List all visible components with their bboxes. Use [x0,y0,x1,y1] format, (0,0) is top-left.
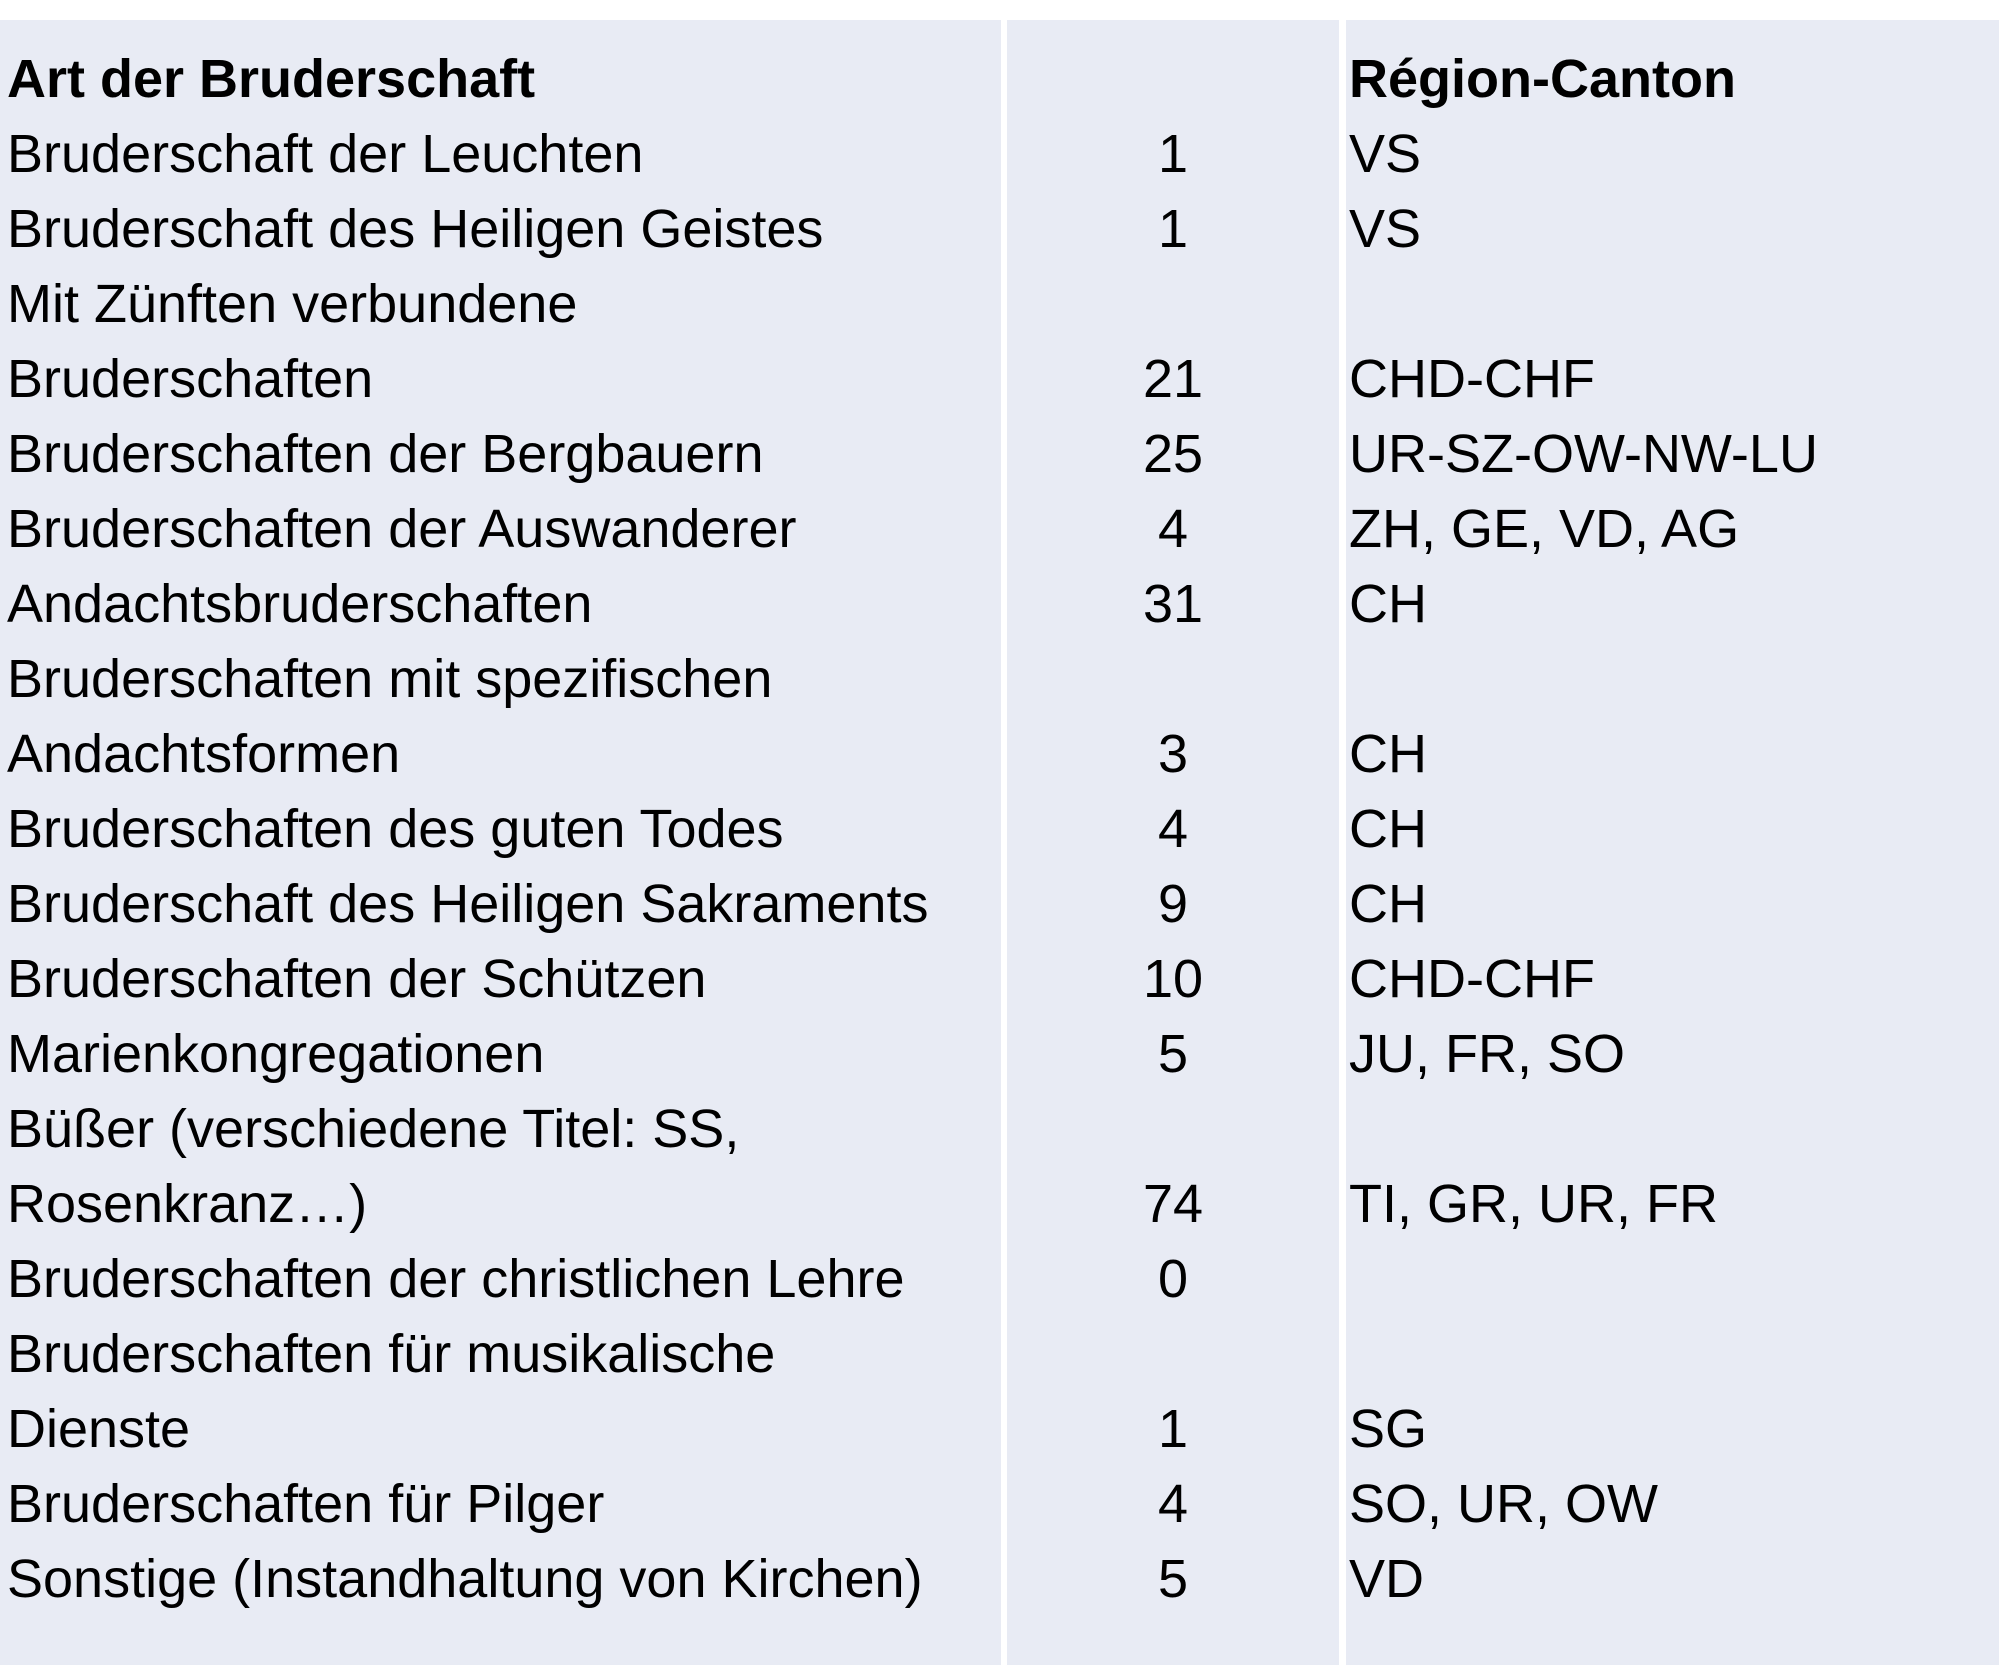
table-row [0,342,1999,417]
table-row [0,1542,1999,1617]
cell-count: 4 [1157,1474,1189,1534]
cell-region: SG [1349,1399,1428,1459]
cell-count: 74 [1142,1174,1204,1234]
cell-count: 5 [1157,1024,1189,1084]
cell-type: Marienkongregationen [7,1024,545,1084]
cell-region [1349,1317,1989,1392]
cell-count: 21 [1142,349,1204,409]
cell-count [1073,267,1273,342]
cell-region: CH [1349,574,1427,634]
table-row [0,1392,1999,1467]
table-row [0,942,1999,1017]
cell-type: Bruderschaften für musikalische [7,1324,776,1384]
cell-type: Bruderschaften [7,349,374,409]
table-row [0,567,1999,642]
cell-region: CHD-CHF [1349,949,1595,1009]
cell-type: Mit Zünften verbundene [7,274,578,334]
cell-count: 25 [1142,424,1204,484]
cell-type: Bruderschaft des Heiligen Sakraments [7,874,929,934]
table-row [0,1092,1999,1167]
cell-count: 4 [1157,799,1189,859]
table-row [0,1467,1999,1542]
cell-region: CH [1349,724,1427,784]
table [0,20,1999,1665]
cell-count: 10 [1142,949,1204,1009]
cell-region: CH [1349,799,1427,859]
table-row [0,867,1999,942]
cell-type: Rosenkranz…) [7,1174,368,1234]
cell-type: Bruderschaft der Leuchten [7,124,644,184]
cell-region: UR-SZ-OW-NW-LU [1349,424,1818,484]
cell-count: 0 [1157,1249,1189,1309]
cell-region [1349,1092,1989,1167]
cell-type: Bruderschaften der Schützen [7,949,707,1009]
table-row [0,792,1999,867]
cell-count: 1 [1157,199,1189,259]
cell-count [1073,1092,1273,1167]
table-row [0,267,1999,342]
cell-count: 4 [1157,499,1189,559]
table-row [0,492,1999,567]
table-row [0,117,1999,192]
cell-type: Bruderschaft des Heiligen Geistes [7,199,824,259]
cell-count: 1 [1157,124,1189,184]
cell-region: TI, GR, UR, FR [1349,1174,1718,1234]
header-region-canton: Région-Canton [1349,49,1736,109]
table-row [0,192,1999,267]
cell-region [1349,267,1989,342]
header-art-der-bruderschaft: Art der Bruderschaft [7,49,536,109]
cell-type: Bruderschaften der christlichen Lehre [7,1249,905,1309]
table-row [0,1242,1999,1317]
table-header-row [0,42,1999,117]
cell-type: Andachtsformen [7,724,401,784]
cell-region: SO, UR, OW [1349,1474,1658,1534]
cell-type: Bruderschaften für Pilger [7,1474,605,1534]
cell-region: ZH, GE, VD, AG [1349,499,1740,559]
cell-type: Bruderschaften des guten Todes [7,799,784,859]
cell-type: Dienste [7,1399,191,1459]
cell-type: Bruderschaften der Bergbauern [7,424,764,484]
cell-count: 3 [1157,724,1189,784]
cell-region: VS [1349,124,1422,184]
cell-region: CHD-CHF [1349,349,1595,409]
cell-count [1073,1317,1273,1392]
table-row [0,1317,1999,1392]
table-row [0,417,1999,492]
cell-type: Büßer (verschiedene Titel: SS, [7,1099,740,1159]
table-row [0,717,1999,792]
cell-count: 5 [1157,1549,1189,1609]
cell-region: VS [1349,199,1422,259]
cell-type: Bruderschaften der Auswanderer [7,499,797,559]
cell-region: CH [1349,874,1427,934]
cell-count: 9 [1157,874,1189,934]
cell-count [1073,642,1273,717]
cell-region [1349,1242,1989,1317]
cell-type: Andachtsbruderschaften [7,574,593,634]
cell-region: JU, FR, SO [1349,1024,1626,1084]
table-row [0,1167,1999,1242]
cell-type: Bruderschaften mit spezifischen [7,649,773,709]
cell-count: 31 [1142,574,1204,634]
cell-count: 1 [1157,1399,1189,1459]
table-row [0,1017,1999,1092]
header-count [1073,42,1273,117]
cell-region [1349,642,1989,717]
table-row [0,642,1999,717]
cell-region: VD [1349,1549,1425,1609]
cell-type: Sonstige (Instandhaltung von Kirchen) [7,1549,923,1609]
